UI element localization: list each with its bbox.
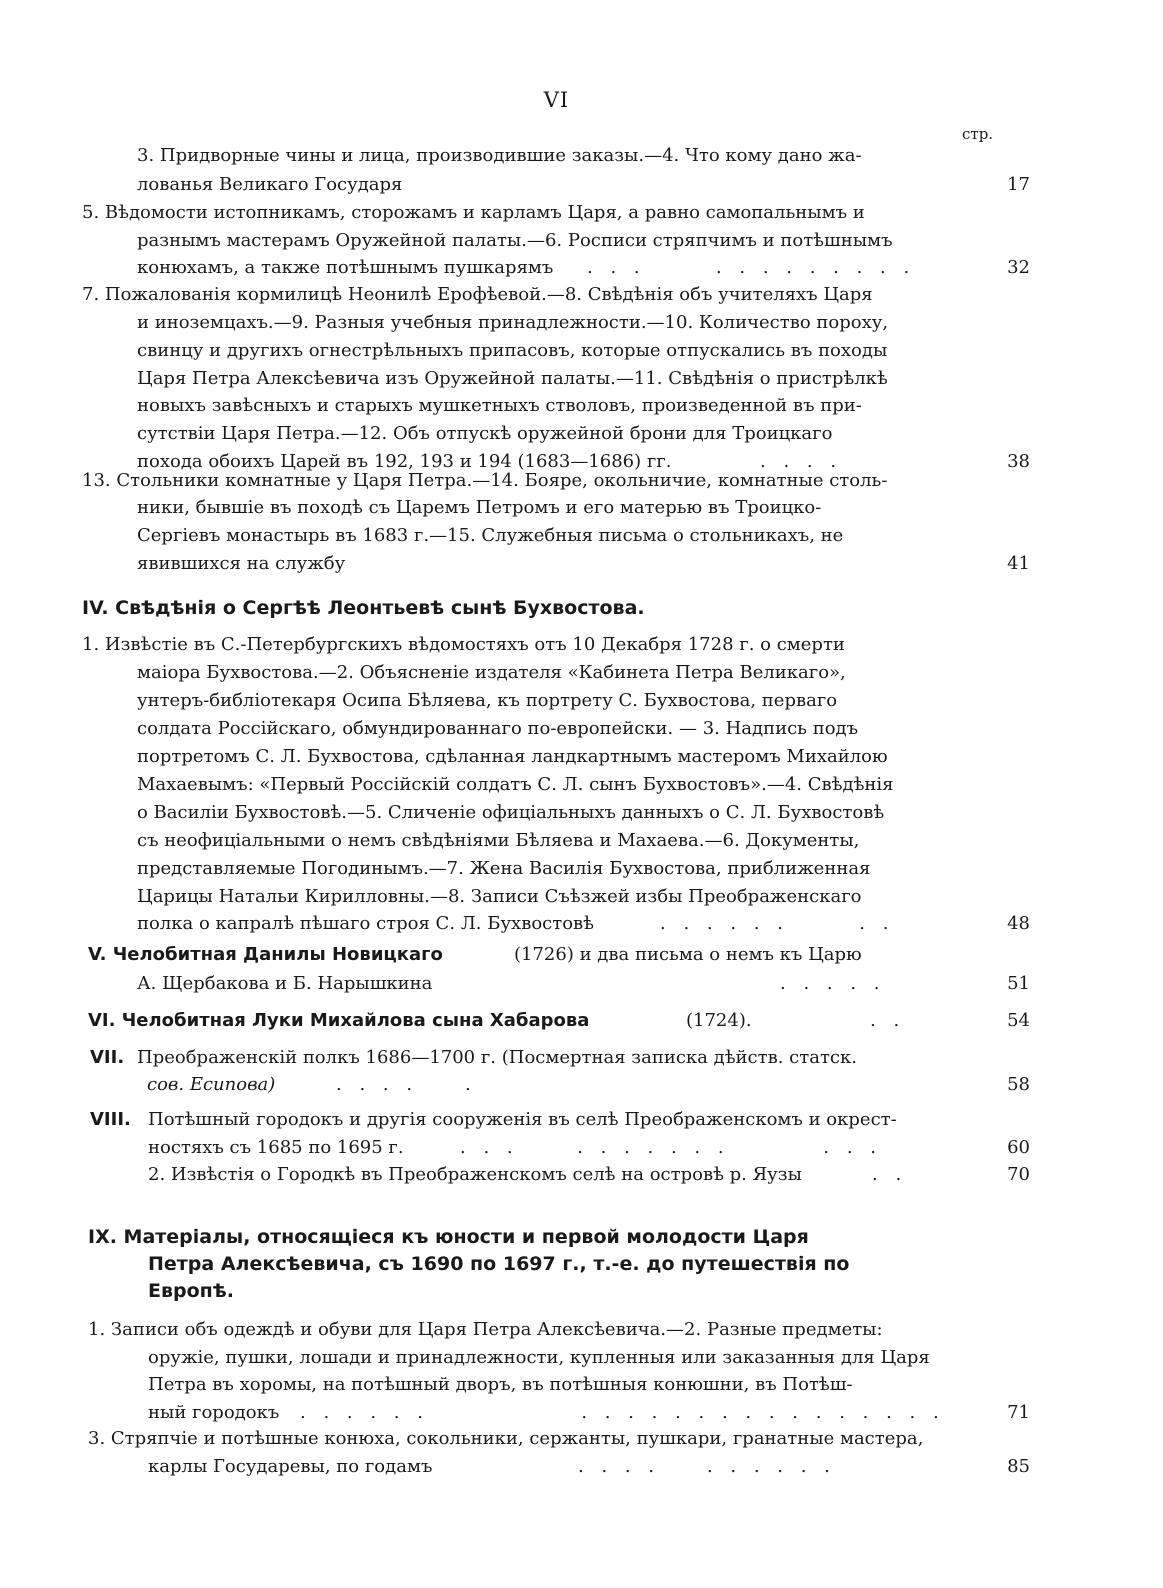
- entry-line: свинцу и другихъ огнестрѣльныхъ припасовъ, которые отпускались въ походы: [137, 340, 888, 361]
- entry-line: 3. Придворные чины и лица, производившие заказы.—4. Что кому дано жа-: [137, 145, 862, 166]
- entry-line: разнымъ мастерамъ Оружейной палаты.—6. Росписи стряпчимъ и потѣшнымъ: [137, 230, 893, 251]
- entry-line: 1. Записи объ одеждѣ и обуви для Царя Петра Алексѣевича.—2. Разные предметы:: [88, 1319, 883, 1340]
- entry-line: Потѣшный городокъ и другія сооруженія въ селѣ Преображенскомъ и окрест-: [148, 1109, 897, 1130]
- entry-line: А. Щербакова и Б. Нарышкина: [137, 973, 433, 994]
- leader-dots: . . . . . . . . . . . . .: [460, 1137, 882, 1158]
- entry-line: Царя Петра Алексѣевича изъ Оружейной палаты.—11. Свѣдѣнія о пристрѣлкѣ: [137, 368, 888, 389]
- page-ref: 41: [1007, 553, 1030, 574]
- entry-line: новыхъ завѣсныхъ и старыхъ мушкетныхъ стволовъ, произведенной въ при-: [137, 395, 862, 416]
- entry-line: представляемые Погодинымъ.—7. Жена Василія Бухвостова, приближенная: [137, 858, 871, 879]
- entry-line: портретомъ С. Л. Бухвостова, сдѣланная ландкартнымъ мастеромъ Михайлою: [137, 746, 888, 767]
- entry-line: 5. Вѣдомости истопникамъ, сторожамъ и карламъ Царя, а равно самопальнымъ и: [82, 202, 865, 223]
- entry-line: Сергіевъ монастырь въ 1683 г.—15. Служебныя письма о стольникахъ, не: [137, 525, 844, 546]
- entry-line: Петра въ хоромы, на потѣшный дворъ, въ потѣшныя конюшни, въ Потѣш-: [148, 1374, 853, 1395]
- leader-dots: . . . . . . . .: [660, 913, 895, 934]
- entry-line: сов. Есипова): [147, 1074, 276, 1095]
- page-number: VI: [543, 88, 570, 112]
- entry-line: Преображенскій полкъ 1686—1700 г. (Посмертная записка дѣйств. статск.: [137, 1047, 857, 1068]
- entry-line: явившихся на службу: [137, 553, 346, 574]
- entry-line: солдата Россійскаго, обмундированнаго по-европейски. — 3. Надпись подъ: [137, 718, 859, 739]
- page-ref: 71: [1007, 1402, 1030, 1423]
- section-heading-line: IX. Матеріалы, относящіеся къ юности и первой молодости Царя: [88, 1226, 809, 1248]
- entry-heading-label: VI. Челобитная Луки Михайлова сына Хабарова: [88, 1010, 590, 1031]
- entry-line: маіора Бухвостова.—2. Объясненіе издателя «Кабинета Петра Великаго»,: [137, 662, 846, 683]
- entry-line: о Василіи Бухвостовѣ.—5. Сличеніе офиціальныхъ данныхъ о С. Л. Бухвостовѣ: [137, 802, 885, 823]
- entry-line: 2. Извѣстія о Городкѣ въ Преображенскомъ селѣ на островѣ р. Яузы: [148, 1164, 802, 1185]
- page-column-label: стр.: [962, 125, 994, 143]
- page-ref: 32: [1007, 257, 1030, 278]
- entry-line: съ неофиціальными о немъ свѣдѣніями Бѣляева и Махаева.—6. Документы,: [137, 830, 860, 851]
- leader-dots: . . . . .: [336, 1074, 477, 1095]
- leader-dots: . . . .: [760, 451, 843, 472]
- entry-line: сутствіи Царя Петра.—12. Объ отпускѣ оружейной брони для Троицкаго: [137, 423, 833, 444]
- entry-line: полка о капралѣ пѣшаго строя С. Л. Бухвостовѣ: [137, 913, 595, 934]
- entry-line: конюхамъ, а также потѣшнымъ пушкарямъ: [137, 257, 554, 278]
- page-ref: 60: [1007, 1137, 1030, 1158]
- page-ref: 58: [1007, 1074, 1030, 1095]
- section-heading-line: Петра Алексѣевича, съ 1690 по 1697 г., т.-е. до путешествія по: [148, 1253, 850, 1275]
- entry-line: лованья Великаго Государя: [137, 174, 403, 195]
- leader-dots: . . . . . . . . . . . . . . . . . . . . . .: [300, 1402, 945, 1423]
- entry-heading-label: VIII.: [90, 1109, 131, 1130]
- page-ref: 70: [1007, 1164, 1030, 1185]
- page-ref: 17: [1007, 174, 1030, 195]
- leader-dots: . . . . . . . . . . . .: [587, 257, 916, 278]
- page-ref: 54: [1007, 1010, 1030, 1031]
- section-heading: IV. Свѣдѣнія о Сергѣѣ Леонтьевѣ сынѣ Бухвостова.: [82, 597, 645, 619]
- entry-line: ностяхъ съ 1685 по 1695 г.: [148, 1137, 404, 1158]
- page-ref: 38: [1007, 451, 1030, 472]
- entry-line: Царицы Натальи Кирилловны.—8. Записи Съѣзжей избы Преображенскаго: [137, 886, 862, 907]
- leader-dots: . .: [872, 1164, 908, 1185]
- entry-line: унтеръ-библіотекаря Осипа Бѣляева, къ портрету С. Бухвостова, перваго: [137, 690, 838, 711]
- entry-line: 13. Стольники комнатные у Царя Петра.—14. Бояре, окольничие, комнатные столь-: [82, 470, 888, 491]
- entry-line: похода обоихъ Царей въ 192, 193 и 194 (1683—1686) гг.: [137, 451, 672, 472]
- page-ref: 51: [1007, 973, 1030, 994]
- entry-heading-label: V. Челобитная Данилы Новицкаго: [88, 944, 443, 965]
- page-ref: 85: [1007, 1456, 1030, 1477]
- entry-line: ники, бывшіе въ походѣ съ Царемъ Петромъ и его матерью въ Троицко-: [137, 497, 822, 518]
- section-heading-line: Европѣ.: [148, 1280, 234, 1302]
- leader-dots: . . . . . . . . . .: [578, 1456, 836, 1477]
- entry-line: Махаевымъ: «Первый Россійскій солдатъ С. Л. сынъ Бухвостовъ».—4. Свѣдѣнія: [137, 774, 894, 795]
- entry-heading-label: VII.: [90, 1047, 125, 1068]
- page-ref: 48: [1007, 913, 1030, 934]
- entry-line: (1724).: [686, 1010, 752, 1031]
- leader-dots: . .: [870, 1010, 906, 1031]
- entry-line: (1726) и два письма о немъ къ Царю: [514, 944, 862, 965]
- entry-line: карлы Государевы, по годамъ: [148, 1456, 433, 1477]
- entry-line: 1. Извѣстіе въ С.-Петербургскихъ вѣдомостяхъ отъ 10 Декабря 1728 г. о смерти: [82, 634, 845, 655]
- entry-line: и иноземцахъ.—9. Разныя учебныя принадлежности.—10. Количество пороху,: [137, 312, 889, 333]
- entry-line: ный городокъ: [148, 1402, 280, 1423]
- entry-line: 3. Стряпчіе и потѣшные конюха, сокольники, сержанты, пушкари, гранатные мастера,: [88, 1428, 924, 1449]
- entry-line: 7. Пожалованія кормилицѣ Неонилѣ Ерофѣевой.—8. Свѣдѣнія объ учителяхъ Царя: [82, 284, 873, 305]
- leader-dots: . . . . .: [780, 973, 886, 994]
- entry-line: оружіе, пушки, лошади и принадлежности, купленныя или заказанныя для Царя: [148, 1347, 930, 1368]
